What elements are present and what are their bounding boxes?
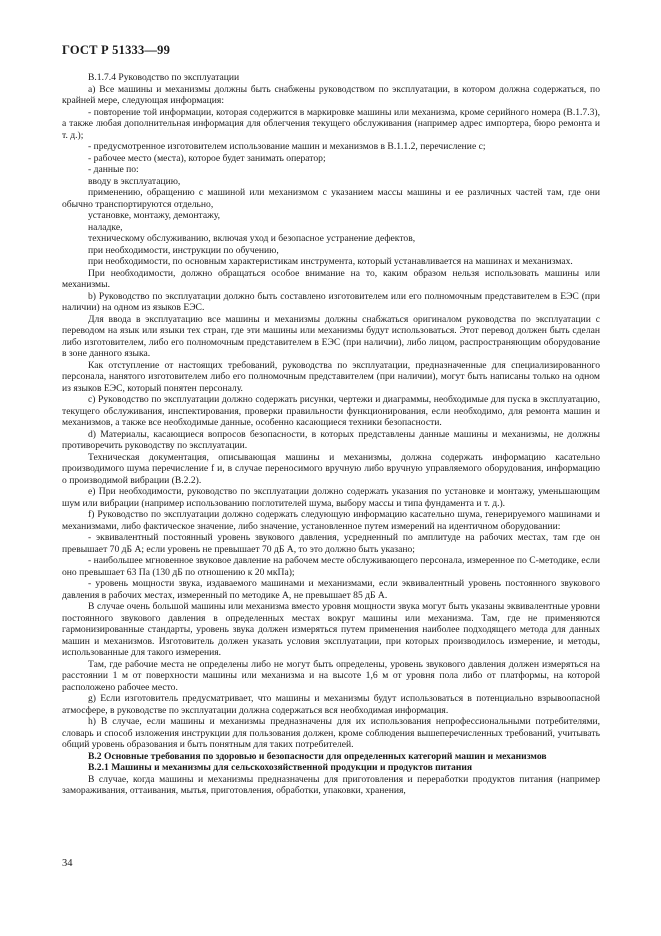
paragraph: В.2 Основные требования по здоровью и безопасности для определенных категорий машин и механизмов [88, 750, 547, 762]
paragraph: применению, обращению с машиной или механизмом с указанием массы машины и ее различных частей там, где они обычно транспортируются отдельно, [62, 187, 600, 210]
paragraph: вводу в эксплуатацию, [88, 175, 181, 187]
paragraph: В случае очень большой машины или механизма вместо уровня мощности звука могут быть указаны эквивалентные уровни постоянного звукового давления в определенных местах вокруг машины или механизма. Там, где не применяются гармонизированные стандарты, уровень звука должен измеряться путем применения наиболее подходящего метода для данных машин и механизмов. Изготовитель должен указать условия эксплуатации, при которых производилось измерение, и методы, использованные для такого измерения. [62, 601, 600, 658]
paragraph: - предусмотренное изготовителем использование машин и механизмов в В.1.1.2, перечисление с; [88, 141, 486, 152]
paragraph: В случае, когда машины и механизмы предназначены для приготовления и переработки продуктов питания (например замораживания, оттаивания, мытья, приготовления, обработки, упаковки, хранения, [62, 773, 600, 796]
paragraph: d) Материалы, касающиеся вопросов безопасности, в которых представлены данные машины и механизмы, не должны противоречить руководству по эксплуатации. [62, 428, 600, 451]
document-body [62, 72, 600, 797]
paragraph: При необходимости, должно обращаться особое внимание на то, каким образом нельзя использовать машины или механизмы. [62, 267, 600, 290]
paragraph: установке, монтажу, демонтажу, [88, 210, 220, 221]
paragraph: - повторение той информации, которая содержится в маркировке машины или механизма, кроме серийного номера (В.1.7.3), а также любая дополнительная информация для облегчения текущего обслуживания (например адрес импортера, бюро ремонта и т. д.); [62, 106, 600, 141]
paragraph: g) Если изготовитель предусматривает, что машины и механизмы будут использоваться в потенциально взрывоопасной атмосфере, в руководстве по эксплуатации должна содержаться вся необходимая информация. [62, 693, 600, 716]
page-number: 34 [62, 858, 73, 869]
paragraph: наладке, [88, 221, 123, 233]
paragraph: h) В случае, если машины и механизмы предназначены для их использования непрофессиональными потребителями, словарь и способ изложения инструкции для пользования должен, кроме соблюдения вышеперечисленных требований, учитывать общий уровень образования и быть понятным для таких потребителей. [62, 716, 600, 750]
paragraph: b) Руководство по эксплуатации должно быть составлено изготовителем или его полномочным представителем в ЕЭС (при наличии) на одном из языков ЕЭС. [62, 290, 600, 313]
paragraph: Там, где рабочие места не определены либо не могут быть определены, уровень звукового давления должен измеряться на расстоянии 1 м от поверхности машины или механизма и на высоте 1,6 м от уровня пола либо от платформы, на которой расположено рабочее место. [62, 658, 600, 693]
paragraph: В.1.7.4 Руководство по эксплуатации [88, 72, 240, 83]
paragraph: - рабочее место (места), которое будет занимать оператор; [88, 152, 326, 164]
paragraph: - данные по: [88, 164, 139, 175]
paragraph: Техническая документация, описывающая машины и механизмы, должна содержать информацию касательно производимого шума перечисление f и, в случае переносимого вручную либо вручную управляемого оборудования, информацию о производимой вибрации (В.2.2). [62, 451, 600, 486]
paragraph: е) При необходимости, руководство по эксплуатации должно содержать указания по установке и монтажу, уменьшающим шум или вибрации (например использованию поглотителей шума, выбору массы и типа фундамента и т. д.). [62, 486, 600, 509]
paragraph: f) Руководство по эксплуатации должно содержать следующую информацию касательно шума, генерируемого машинами и механизмами, либо фактическое значение, либо значение, установленное путем измерений на идентичном оборудовании: [62, 509, 600, 532]
paragraph: - эквивалентный постоянный уровень звукового давления, усредненный по амплитуде на рабочих местах, там где он превышает 70 дБ A; если уровень не превышает 70 дБ A, то это должно быть указано; [62, 532, 600, 555]
paragraph: Для ввода в эксплуатацию все машины и механизмы должны снабжаться оригиналом руководства по эксплуатации с переводом на язык или языки тех стран, где эти машины или механизмы будут использоваться. Этот перевод должен быть сделан либо изготовителем, либо его полномочным представителем в ЕЭС (при наличии), либо лицом, распространяющим оборудование в зоне данного языка. [62, 313, 600, 359]
paragraph: с) Руководство по эксплуатации должно содержать рисунки, чертежи и диаграммы, необходимые для пуска в эксплуатацию, текущего обслуживания, инспектирования, проверки правильности функционирования, если необходимо, для ремонта машин и механизмов, а также все необходимые данные, особенно касающиеся техники безопасности. [62, 394, 600, 428]
paragraph: В.2.1 Машины и механизмы для сельскохозяйственной продукции и продуктов питания [88, 762, 473, 773]
paragraph: при необходимости, по основным характеристикам инструмента, который устанавливается на машинах и механизмах. [88, 256, 573, 267]
paragraph: - наибольшее мгновенное звуковое давление на рабочем месте обслуживающего персонала, измеренное по С-методике, если оно превышает 63 Па (130 дБ по отношению к 20 мкПа); [62, 555, 600, 578]
paragraph: а) Все машины и механизмы должны быть снабжены руководством по эксплуатации, в котором должна содержаться, по крайней мере, следующая информация: [62, 83, 600, 106]
page-header: ГОСТ Р 51333—99 [62, 43, 171, 57]
paragraph: при необходимости, инструкции по обучению, [88, 244, 279, 256]
paragraph: Как отступление от настоящих требований, руководства по эксплуатации, предназначенные для специализированного персонала, нанятого изготовителем либо его полномочным представителем (при наличии), могут быть написаны только на одном из языков ЕЭС, который понятен персоналу. [62, 359, 600, 394]
paragraph: - уровень мощности звука, издаваемого машинами и механизмами, если эквивалентный уровень постоянного звукового давления в рабочих местах, измеренный по методике А, не превышает 85 дБ A. [62, 578, 600, 601]
paragraph: техническому обслуживанию, включая уход и безопасное устранение дефектов, [88, 233, 416, 244]
